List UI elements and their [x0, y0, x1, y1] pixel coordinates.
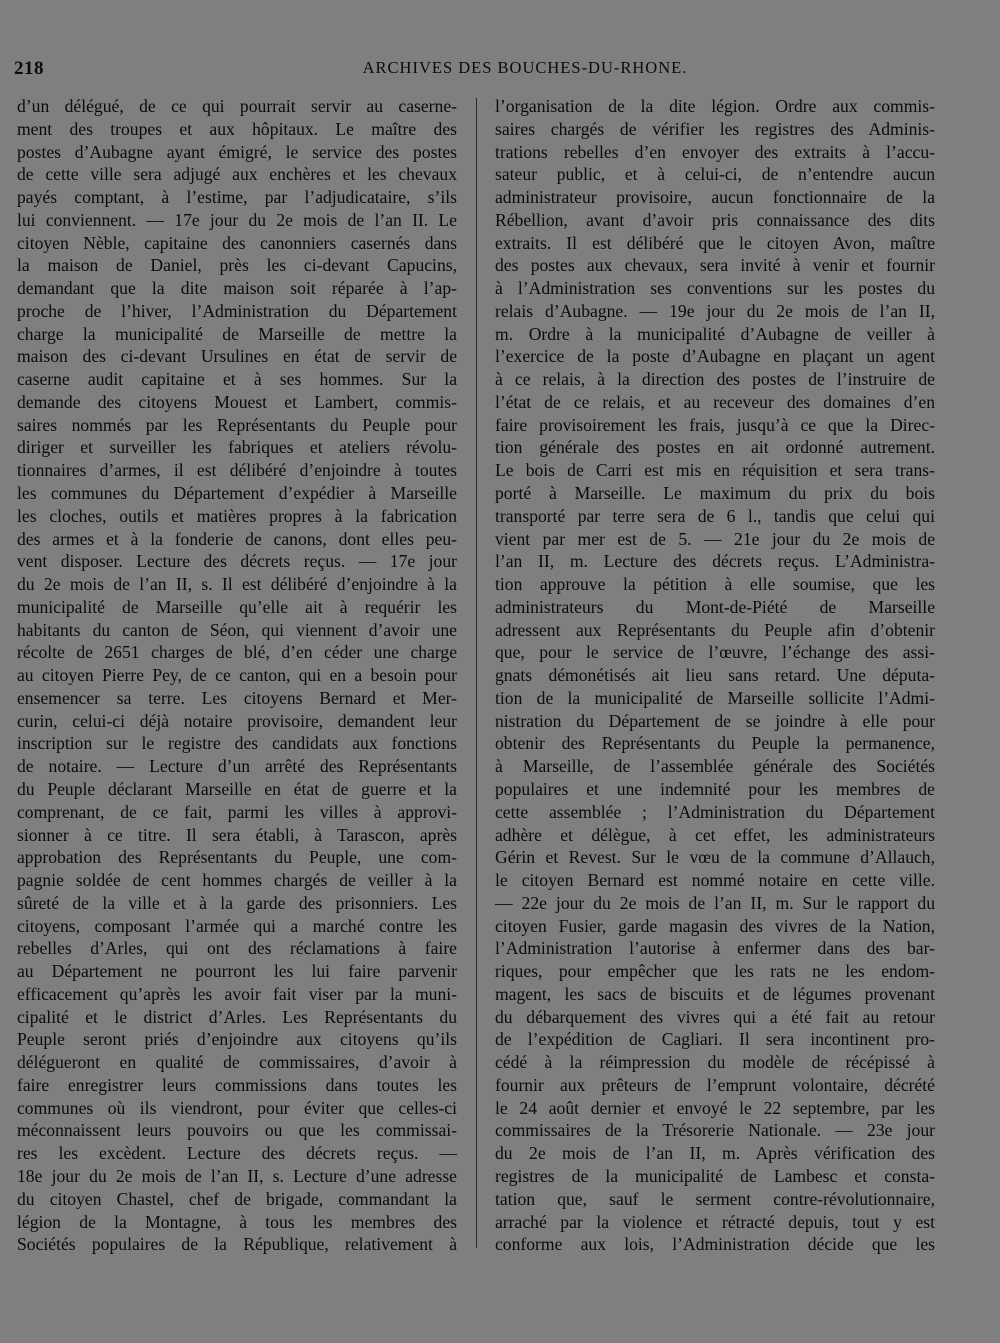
- text-line: l’an II, m. Lecture des décrets reçus. L’Administra-: [495, 551, 935, 572]
- text-line: maison des ci-devant Ursulines en état de servir de: [17, 346, 457, 367]
- text-line: rebelles d’Arles, qui ont des réclamations à faire: [17, 938, 457, 959]
- text-line: citoyen Nèble, capitaine des canonniers casernés dans: [17, 232, 457, 253]
- text-line: à Marseille, de l’assemblée générale des Sociétés: [495, 756, 935, 777]
- right-column: [495, 95, 935, 1256]
- text-line: lui conviennent. — 17e jour du 2e mois de l’an II. Le: [17, 209, 457, 230]
- text-line: m. Ordre à la municipalité d’Aubagne de veiller à: [495, 323, 935, 344]
- text-line: administrateur provisoire, aucun fonctionnaire de la: [495, 187, 935, 208]
- text-line: demande des citoyens Mouest et Lambert, commis-: [17, 391, 457, 412]
- text-line: du Peuple déclarant Marseille en état de guerre et la: [17, 778, 457, 799]
- text-line: sateur public, et à celui-ci, de n’entendre aucun: [495, 164, 935, 185]
- text-line: habitants du canton de Séon, qui viennent d’avoir une: [17, 619, 457, 640]
- text-line: cette assemblée ; l’Administration du Département: [495, 801, 935, 822]
- left-column: [17, 95, 457, 1256]
- page-number: 218: [14, 58, 44, 79]
- text-line: faire enregistrer leurs commissions dans toutes les: [17, 1074, 457, 1095]
- text-line: 18e jour du 2e mois de l’an II, s. Lecture d’une adresse: [17, 1165, 457, 1186]
- text-line: demandant que la dite maison soit réparée à l’ap-: [17, 278, 457, 299]
- text-line: d’un délégué, de ce qui pourrait servir au caserne-: [17, 96, 457, 116]
- text-line: le citoyen Bernard est nommé notaire en cette ville.: [495, 870, 935, 891]
- text-line: cipalité et le district d’Arles. Les Représentants du: [17, 1006, 457, 1027]
- text-line: commissaires de la Trésorerie Nationale. — 23e jour: [495, 1120, 935, 1141]
- text-line: administrateurs du Mont-de-Piété de Marseille: [495, 596, 935, 617]
- text-line: à l’Administration ses conventions sur les postes du: [495, 278, 935, 299]
- text-line: porté à Marseille. Le maximum du prix du bois: [495, 483, 935, 504]
- text-line: inscription sur le registre des candidats aux fonctions: [17, 733, 457, 754]
- text-line: que, pour le service de l’œuvre, l’échange des assi-: [495, 642, 935, 663]
- text-line: conforme aux lois, l’Administration décide que les: [495, 1234, 935, 1255]
- text-line: adhère et délègue, à cet effet, les administrateurs: [495, 824, 935, 845]
- text-line: l’organisation de la dite légion. Ordre aux commis-: [495, 96, 935, 116]
- text-line: gnats démonétisés ait lieu sans retard. Une députa-: [495, 665, 935, 686]
- text-line: ment des troupes et aux hôpitaux. Le maître des: [17, 118, 457, 139]
- text-line: proche de l’hiver, l’Administration du Département: [17, 300, 457, 321]
- text-line: du 2e mois de l’an II, m. Après vérification des: [495, 1143, 935, 1164]
- text-line: tion générale des postes en ait ordonné autrement.: [495, 437, 935, 458]
- text-line: délégueront en qualité de commissaires, d’avoir à: [17, 1052, 457, 1073]
- text-line: curin, celui-ci déjà notaire provisoire, demandent leur: [17, 710, 457, 731]
- text-line: de cette ville sera adjugé aux enchères et les chevaux: [17, 164, 457, 185]
- text-line: approbation des Représentants du Peuple, une com-: [17, 847, 457, 868]
- text-line: sionner à ce titre. Il sera établi, à Tarascon, après: [17, 824, 457, 845]
- text-line: vent disposer. Lecture des décrets reçus. — 17e jour: [17, 551, 457, 572]
- text-line: extraits. Il est délibéré que le citoyen Avon, maître: [495, 232, 935, 253]
- text-line: à ce relais, à la direction des postes de l’instruire de: [495, 369, 935, 390]
- text-line: citoyens, composant l’armée qui a marché contre les: [17, 915, 457, 936]
- text-line: du 2e mois de l’an II, s. Il est délibéré d’enjoindre à la: [17, 574, 457, 595]
- text-line: nistration du Département de se joindre à elle pour: [495, 710, 935, 731]
- text-line: Le bois de Carri est mis en réquisition et sera trans-: [495, 460, 935, 481]
- text-line: fournir aux prêteurs de l’emprunt volontaire, décrété: [495, 1074, 935, 1095]
- text-line: sûreté de la ville et à la garde des prisonniers. Les: [17, 892, 457, 913]
- column-divider: [476, 98, 477, 1248]
- text-line: caserne audit capitaine et à ses hommes. Sur la: [17, 369, 457, 390]
- text-line: des armes et à la fonderie de canons, dont elles peu-: [17, 528, 457, 549]
- text-line: du débarquement des vivres qui a été fait au retour: [495, 1006, 935, 1027]
- text-line: du citoyen Chastel, chef de brigade, commandant la: [17, 1188, 457, 1209]
- text-line: registres de la municipalité de Lambesc et consta-: [495, 1165, 935, 1186]
- text-line: riques, pour empêcher que les rats ne les endom-: [495, 961, 935, 982]
- text-line: Gérin et Revest. Sur le vœu de la commune d’Allauch,: [495, 847, 935, 868]
- text-line: efficacement qu’après les avoir fait viser par la muni-: [17, 983, 457, 1004]
- text-line: communes où ils viendront, pour éviter que celles-ci: [17, 1097, 457, 1118]
- text-line: postes d’Aubagne ayant émigré, le service des postes: [17, 141, 457, 162]
- text-line: le 24 août dernier et envoyé le 22 septembre, par les: [495, 1097, 935, 1118]
- text-line: magent, les sacs de biscuits et de légumes provenant: [495, 983, 935, 1004]
- text-line: trations rebelles d’en envoyer des extraits à l’accu-: [495, 141, 935, 162]
- text-line: ensemencer sa terre. Les citoyens Bernard et Mer-: [17, 687, 457, 708]
- text-line: tation que, sauf le serment contre-révolutionnaire,: [495, 1188, 935, 1209]
- text-line: au Département ne pourront les lui faire parvenir: [17, 961, 457, 982]
- running-title: ARCHIVES DES BOUCHES-DU-RHONE.: [362, 58, 688, 77]
- text-line: l’exercice de la poste d’Aubagne en plaçant un agent: [495, 346, 935, 367]
- text-line: charge la municipalité de Marseille de mettre la: [17, 323, 457, 344]
- text-line: saires nommés par les Représentants du Peuple pour: [17, 414, 457, 435]
- text-line: vient par mer est de 5. — 21e jour du 2e mois de: [495, 528, 935, 549]
- text-line: légion de la Montagne, à tous les membres des: [17, 1211, 457, 1232]
- text-line: tion de la municipalité de Marseille sollicite l’Admi-: [495, 687, 935, 708]
- text-line: relais d’Aubagne. — 19e jour du 2e mois de l’an II,: [495, 300, 935, 321]
- text-line: — 22e jour du 2e mois de l’an II, m. Sur le rapport du: [495, 892, 935, 913]
- text-line: citoyen Fusier, garde magasin des vivres de la Nation,: [495, 915, 935, 936]
- text-line: arraché par la violence et rétracté depuis, tout y est: [495, 1211, 935, 1232]
- text-line: res les excèdent. Lecture des décrets reçus. —: [17, 1143, 457, 1164]
- text-line: de notaire. — Lecture d’un arrêté des Représentants: [17, 756, 457, 777]
- text-line: saires chargés de vérifier les registres des Adminis-: [495, 118, 935, 139]
- text-line: comprenant, de ce fait, parmi les villes à approvi-: [17, 801, 457, 822]
- text-line: transporté par terre sera de 6 l., tandis que celui qui: [495, 505, 935, 526]
- text-line: au citoyen Pierre Pey, de ce canton, qui en a besoin pour: [17, 665, 457, 686]
- text-line: la maison de Daniel, près les ci-devant Capucins,: [17, 255, 457, 276]
- text-line: adressent aux Représentants du Peuple afin d’obtenir: [495, 619, 935, 640]
- text-line: l’Administration l’autorise à enfermer dans des bar-: [495, 938, 935, 959]
- text-line: des postes aux chevaux, sera invité à venir et fournir: [495, 255, 935, 276]
- text-line: Peuple seront priés d’enjoindre aux citoyens qu’ils: [17, 1029, 457, 1050]
- text-line: municipalité de Marseille qu’elle ait à requérir les: [17, 596, 457, 617]
- text-line: tionnaires d’armes, il est délibéré d’enjoindre à toutes: [17, 460, 457, 481]
- text-line: l’état de ce relais, et au receveur des domaines d’en: [495, 391, 935, 412]
- text-line: diriger et surveiller les fabriques et ateliers révolu-: [17, 437, 457, 458]
- text-line: de l’expédition de Cagliari. Il sera incontinent pro-: [495, 1029, 935, 1050]
- text-line: tion approuve la pétition à elle soumise, que les: [495, 574, 935, 595]
- text-line: récolte de 2651 charges de blé, d’en céder une charge: [17, 642, 457, 663]
- text-line: obtenir des Représentants du Peuple la permanence,: [495, 733, 935, 754]
- text-line: les communes du Département d’expédier à Marseille: [17, 483, 457, 504]
- text-line: Rébellion, avant d’avoir pris connaissance des dits: [495, 209, 935, 230]
- text-line: payés comptant, à l’estime, par l’adjudicataire, s’ils: [17, 187, 457, 208]
- text-line: pagnie soldée de cent hommes chargés de veiller à la: [17, 870, 457, 891]
- text-line: faire provisoirement les frais, jusqu’à ce que la Direc-: [495, 414, 935, 435]
- text-line: cédé à la réimpression du modèle de récépissé à: [495, 1052, 935, 1073]
- text-line: les cloches, outils et matières propres à la fabrication: [17, 505, 457, 526]
- text-line: Sociétés populaires de la République, relativement à: [17, 1234, 457, 1255]
- text-line: méconnaissent leurs pouvoirs ou que les commissai-: [17, 1120, 457, 1141]
- text-line: populaires et une indemnité pour les membres de: [495, 778, 935, 799]
